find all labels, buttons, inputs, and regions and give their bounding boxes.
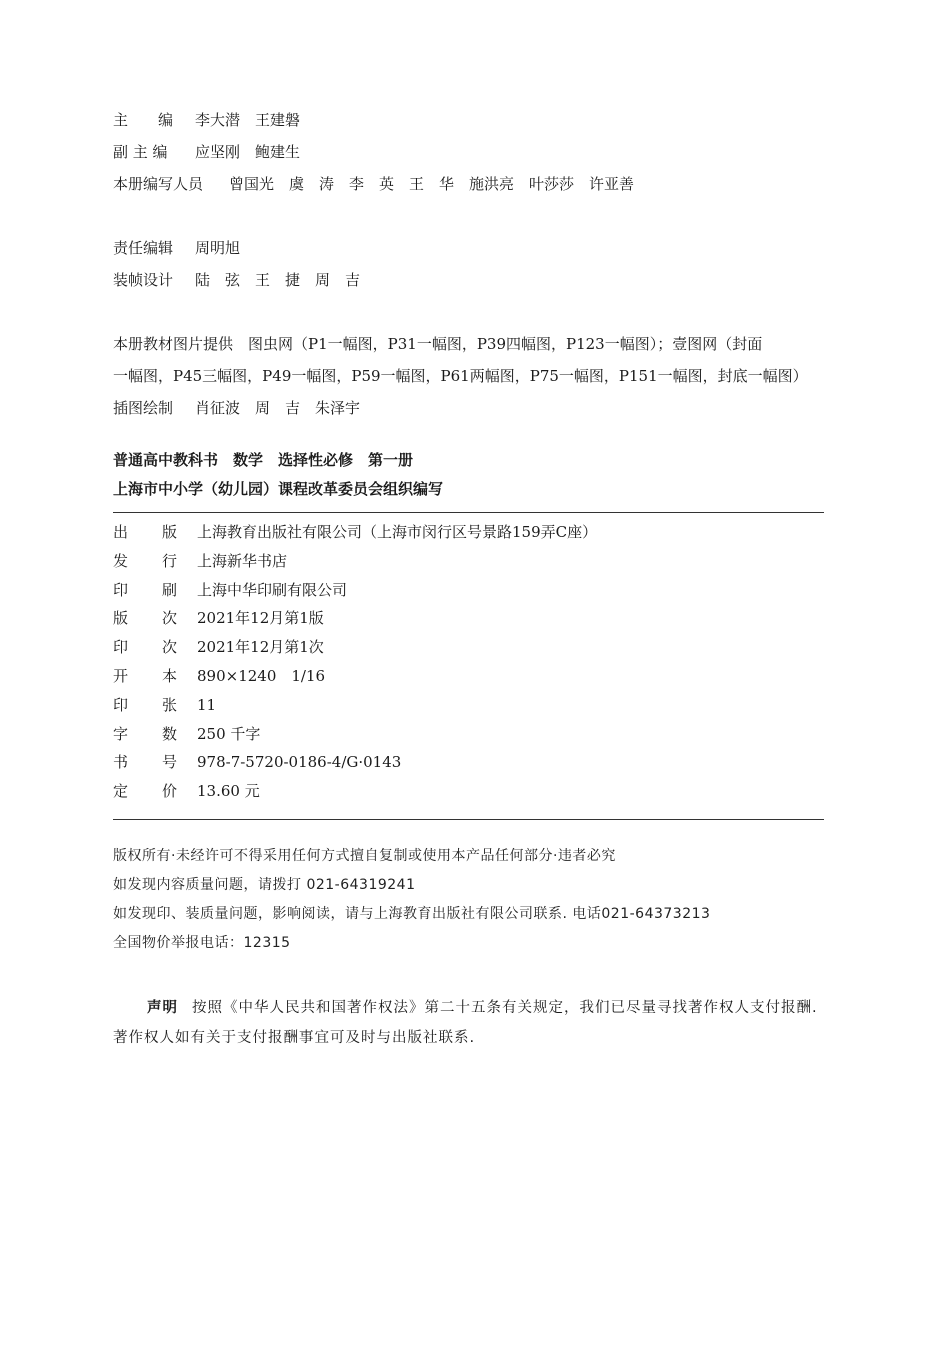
publication-row-label-1: 定 — [113, 782, 129, 801]
responsible-editor-name: 周明旭 — [195, 239, 241, 257]
top-divider — [113, 512, 824, 513]
publication-row-label-2: 版 — [162, 523, 178, 541]
image-credits-line-2: 一幅图，P45三幅图，P49一幅图，P59一幅图，P61两幅图，P75一幅图，P151一幅图，封底一幅图） — [113, 367, 808, 385]
publication-row-label-1: 印 — [113, 638, 129, 657]
publication-row-value: 2021年12月第1次 — [197, 638, 324, 657]
deputy-editor-names: 应坚刚 鲍建生 — [195, 143, 301, 161]
publication-row-value: 上海教育出版社有限公司（上海市闵行区号景路159弄C座） — [197, 523, 598, 541]
publication-row-value: 890×1240 1/16 — [197, 667, 326, 685]
writers-names: 曾国光 虞 涛 李 英 王 华 施洪亮 叶莎莎 许亚善 — [229, 175, 635, 193]
declaration-title: 声明 — [147, 1000, 178, 1016]
binding-design-line — [113, 270, 360, 290]
deputy-editor-line — [113, 142, 300, 162]
publication-row-label-2: 数 — [162, 724, 178, 743]
publication-row — [113, 580, 347, 600]
publication-row-label-2: 行 — [162, 551, 178, 570]
publication-row — [113, 752, 401, 772]
writers-line — [113, 174, 634, 194]
publication-row-label-1: 印 — [113, 695, 129, 714]
publication-row-value: 上海中华印刷有限公司 — [197, 580, 348, 599]
print-issue-notice: 如发现印、装质量问题，影响阅读，请与上海教育出版社有限公司联系. 电话021-64373213 — [113, 906, 711, 922]
publication-row-label-2: 号 — [162, 753, 178, 772]
publication-row — [113, 608, 324, 628]
book-organizer: 上海市中小学（幼儿园）课程改革委员会组织编写 — [113, 480, 444, 498]
publication-row — [113, 637, 324, 657]
declaration-text: 按照《中华人民共和国著作权法》第二十五条有关规定，我们已尽量寻找著作权人支付报酬.著作权人如有关于支付报酬事宜可及时与出版社联系. — [113, 1000, 818, 1046]
publication-row-label-2: 次 — [162, 609, 178, 628]
publication-row-label-1: 开 — [113, 667, 129, 685]
book-title: 普通高中教科书 数学 选择性必修 第一册 — [113, 451, 414, 469]
publication-row-label-1: 印 — [113, 580, 129, 599]
publication-row — [113, 695, 216, 715]
publication-row-value: 上海新华书店 — [197, 551, 288, 570]
chief-editor-line — [113, 110, 300, 130]
publication-row — [113, 551, 287, 571]
chief-editor-names: 李大潜 王建磐 — [195, 111, 301, 129]
publication-row — [113, 522, 597, 542]
publication-row — [113, 781, 260, 801]
publication-row-label-1: 字 — [113, 724, 129, 743]
illustration-label: 插图绘制 — [113, 399, 174, 417]
bottom-divider — [113, 819, 824, 820]
publication-row-value: 11 — [197, 695, 217, 714]
publication-row — [113, 724, 260, 744]
binding-design-names: 陆 弦 王 捷 周 吉 — [195, 271, 361, 289]
responsible-editor-label: 责任编辑 — [113, 239, 174, 257]
binding-design-label: 装帧设计 — [113, 271, 174, 289]
publication-row-label-2: 张 — [162, 695, 178, 714]
publication-row-label-1: 发 — [113, 551, 129, 570]
declaration — [113, 993, 824, 1053]
publication-row-value: 978-7-5720-0186-4/G·0143 — [197, 753, 402, 772]
illustration-names: 肖征波 周 吉 朱泽宇 — [195, 399, 361, 417]
publication-row-label-2: 价 — [162, 782, 178, 801]
publication-row-label-1: 版 — [113, 609, 129, 628]
price-report-notice: 全国物价举报电话：12315 — [113, 935, 291, 951]
publication-row — [113, 666, 325, 686]
image-credits-line-1: 本册教材图片提供 图虫网（P1一幅图，P31一幅图，P39四幅图，P123一幅图）；壹图网（封面 — [113, 335, 763, 353]
copyright-notice: 版权所有·未经许可不得采用任何方式擅自复制或使用本产品任何部分·违者必究 — [113, 848, 616, 864]
publication-row-label-1: 出 — [113, 523, 129, 541]
publication-row-label-1: 书 — [113, 753, 129, 772]
publication-row-label-2: 次 — [162, 638, 178, 657]
deputy-editor-label: 副 主 编 — [113, 143, 168, 161]
publication-row-value: 2021年12月第1版 — [197, 609, 324, 628]
chief-editor-label: 主 编 — [113, 111, 174, 129]
illustration-line — [113, 398, 360, 418]
content-issue-notice: 如发现内容质量问题，请拨打 021-64319241 — [113, 877, 416, 893]
writers-label: 本册编写人员 — [113, 175, 204, 193]
publication-row-value: 250 千字 — [197, 724, 261, 743]
responsible-editor-line — [113, 238, 240, 258]
publication-row-value: 13.60 元 — [197, 782, 260, 801]
publication-row-label-2: 刷 — [162, 580, 178, 599]
publication-row-label-2: 本 — [162, 667, 178, 685]
